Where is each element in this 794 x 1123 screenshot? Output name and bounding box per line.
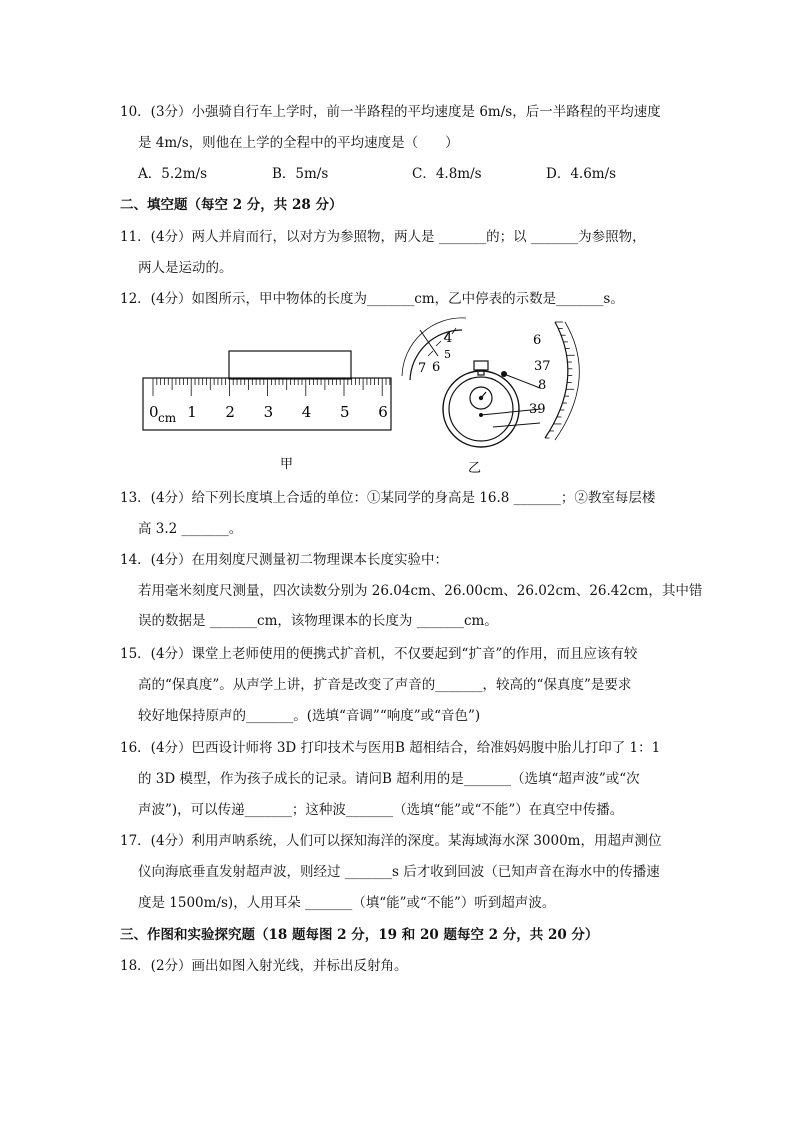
second-scale-arc xyxy=(545,322,568,438)
measured-object xyxy=(229,351,351,379)
q16-line2: 的 3D 模型，作为孩子成长的记录。请问B 超利用的是_______（选填“超声波”或“次 xyxy=(138,771,640,787)
ruler-label: 3 xyxy=(263,403,274,421)
minute-label-7: 7 xyxy=(418,361,427,376)
q15-line3: 较好地保持原声的_______。(选填“音调”“响度”或“音色”) xyxy=(138,708,481,724)
stopwatch-crown xyxy=(474,361,488,370)
minute-dial-pointer xyxy=(420,330,438,356)
q15-line1: 15．(4分）课堂上老师使用的便携式扩音机，不仅要起到“扩音”的作用，而且应该有较 xyxy=(120,646,638,662)
q13-line1: 13．(4分）给下列长度填上合适的单位：①某同学的身高是 16.8 _______；②教室每层楼 xyxy=(120,490,656,506)
second-label-6: 6 xyxy=(533,333,542,348)
section3-heading: 三、作图和实验探究题（18 题每图 2 分，19 和 20 题每空 2 分，共 20 分） xyxy=(120,927,599,943)
q17-line1: 17．(4分）利用声呐系统，人们可以探知海洋的深度。某海域海水深 3000m，用超声测位 xyxy=(120,833,662,849)
ruler-figure xyxy=(143,351,391,430)
second-label-37: 37 xyxy=(534,359,551,374)
caption-yi: 乙 xyxy=(468,461,482,476)
ruler-label: 5 xyxy=(340,403,350,421)
q10-option-a: A．5.2m/s xyxy=(138,166,207,182)
section2-heading: 二、填空题（每空 2 分，共 28 分） xyxy=(120,197,343,213)
q17-line2: 仪向海底垂直发射超声波，则经过 _______s 后才收到回波（已知声音在海水中的传播速 xyxy=(138,864,660,880)
q14-line1: 14．(4分）在用刻度尺测量初二物理课本长度实验中： xyxy=(120,552,449,568)
q10-option-d: D．4.6m/s xyxy=(546,166,617,182)
q12-line1: 12．(4分）如图所示，甲中物体的长度为_______cm，乙中停表的示数是_______s。 xyxy=(120,291,624,307)
ruler-label: 2 xyxy=(225,403,235,421)
q10-line1: 10．(3分）小强骑自行车上学时，前一半路程的平均速度是 6m/s，后一半路程的平均速度 xyxy=(120,104,661,120)
q10-line2: 是 4m/s，则他在上学的全程中的平均速度是（ ） xyxy=(138,135,459,151)
q10-option-b: B．5m/s xyxy=(272,166,329,182)
q17-line3: 度是 1500m/s)，人用耳朵 _______（填“能”或“不能”）听到超声波。 xyxy=(138,895,556,911)
ruler-label: 1 xyxy=(187,403,197,421)
q11-line1: 11．(4分）两人并肩而行，以对方为参照物，两人是 _______的；以 _______为参照物， xyxy=(120,229,646,245)
q11-line2: 两人是运动的。 xyxy=(138,260,233,276)
q10-option-c: C．4.8m/s xyxy=(412,166,482,182)
q13-line2: 高 3.2 _______。 xyxy=(138,521,243,537)
caption-jia: 甲 xyxy=(280,457,294,472)
minute-label-4: 4 xyxy=(444,331,453,346)
q16-line1: 16．(4分）巴西设计师将 3D 打印技术与医用B 超相结合，给准妈妈腹中胎儿打印了 1：1 xyxy=(120,740,661,756)
second-label-39: 39 xyxy=(529,402,546,417)
ruler-label: 4 xyxy=(301,403,312,421)
stopwatch-figure xyxy=(402,318,579,447)
ruler-unit: cm xyxy=(158,411,177,425)
minute-label-6: 6 xyxy=(432,360,441,375)
q15-line2: 高的“保真度”。从声学上讲，扩音是改变了声音的_______，较高的“保真度”是要求 xyxy=(138,677,632,693)
q14-line3: 误的数据是 _______cm，该物理课本的长度为 _______cm。 xyxy=(138,613,498,629)
ruler-label: 0 xyxy=(149,403,159,421)
q14-line2: 若用毫米刻度尺测量，四次读数分别为 26.04cm、26.00cm、26.02cm、26.42cm，其中错 xyxy=(138,583,703,599)
second-label-8: 8 xyxy=(538,378,547,393)
q16-line3: 声波”)，可以传递_______；这种波_______（选填“能”或“不能”）在真空中传播。 xyxy=(138,802,624,818)
minute-label-5: 5 xyxy=(444,348,451,361)
q18-line1: 18．(2分）画出如图入射光线，并标出反射角。 xyxy=(120,958,408,974)
ruler-label: 6 xyxy=(378,403,388,421)
